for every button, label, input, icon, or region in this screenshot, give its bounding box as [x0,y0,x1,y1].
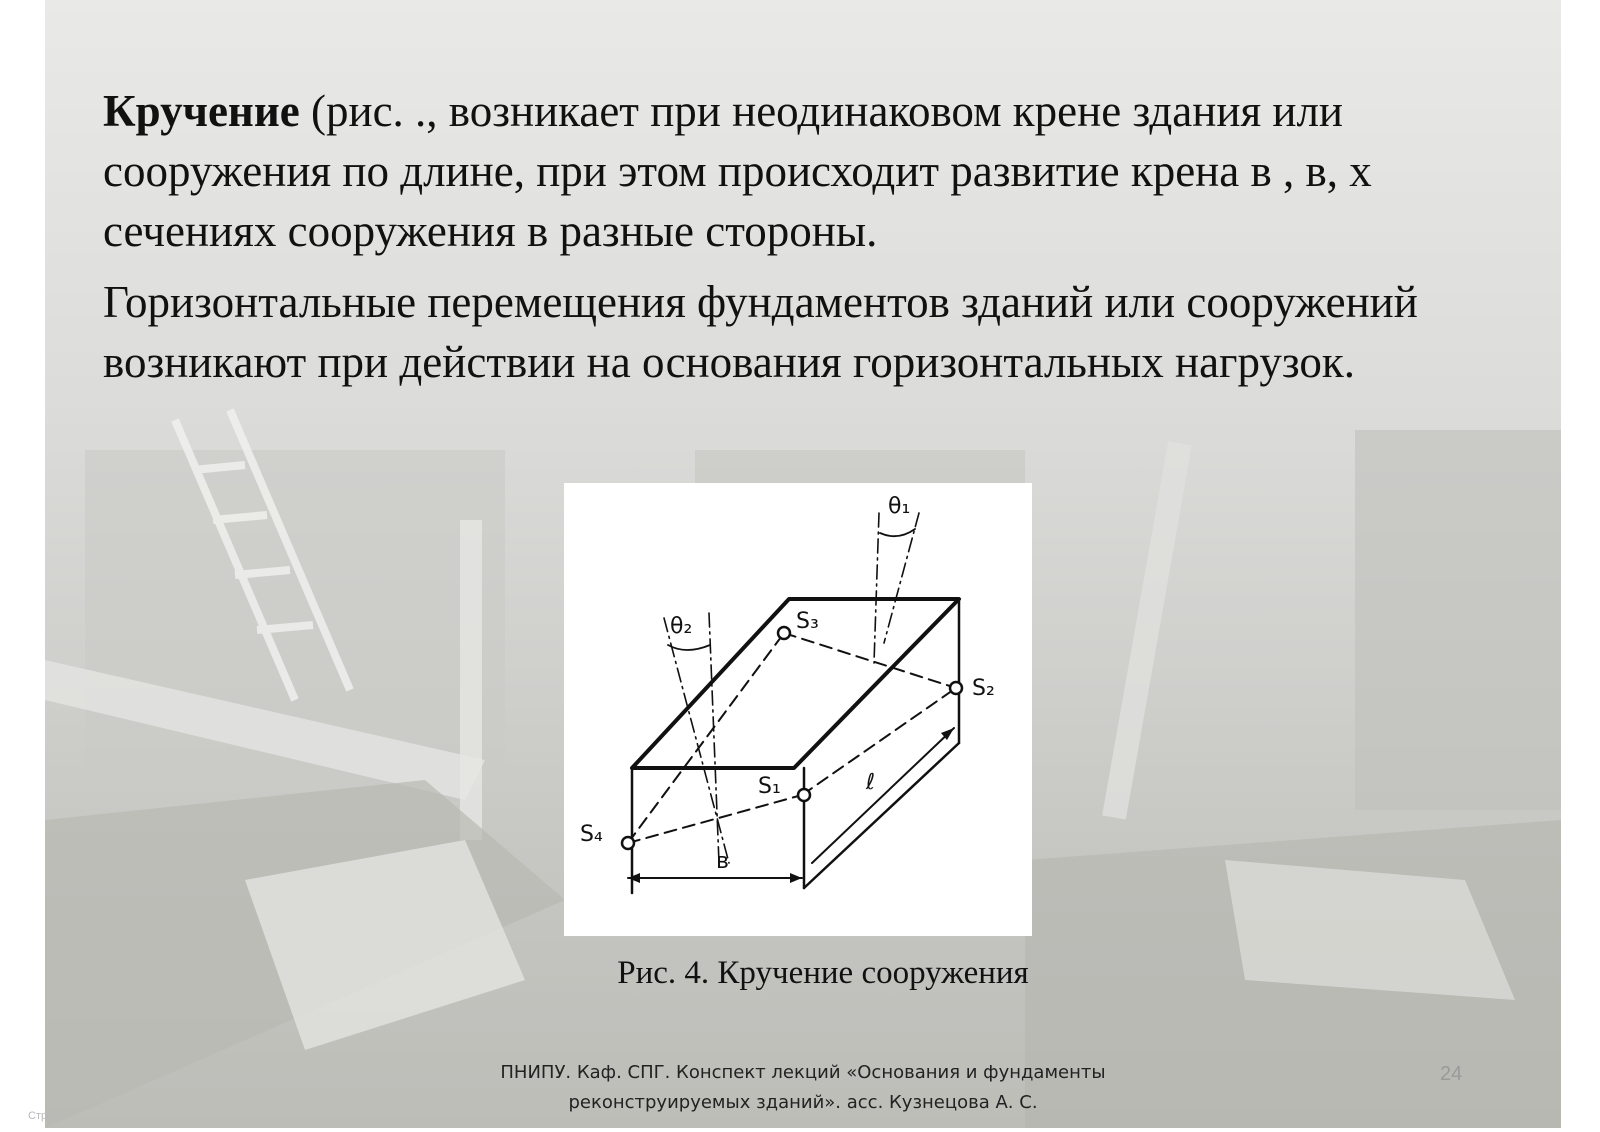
footer-line-2: реконструируемых зданий». асс. Кузнецова А. С. [568,1092,1038,1113]
torsion-diagram-drawing [564,483,1032,936]
figure-caption-wrap [45,955,1561,992]
torsion-diagram [564,483,1032,936]
slide [45,0,1561,1128]
torsion-description: (рис. ., возникает при неодинаковом крене здания или сооружения по длине, при этом происходит развитие крена в , в, х сечениях сооружения в разные стороны. [103,86,1372,256]
length-label: ℓ [866,770,876,795]
horizontal-displacement-paragraph: Горизонтальные перемещения фундаментов зданий или сооружений возникают при действии на основания горизонтальных нагрузок. [103,277,1418,387]
figure-caption: Рис. 4. Кручение сооружения [617,955,1029,991]
torsion-term: Кручение [103,86,300,136]
width-label: в [716,849,729,874]
s2-label: S₂ [972,676,995,701]
theta2-label: θ₂ [670,614,693,639]
footer [45,1058,1561,1118]
s1-label: S₁ [758,774,781,799]
footer-line-1: ПНИПУ. Каф. СПГ. Конспект лекций «Основания и фундаменты [500,1062,1106,1083]
s4-label: S₄ [580,822,603,847]
page-number: 24 [1440,1063,1463,1085]
s3-label: S₃ [796,609,819,634]
page-label: Стр. 24 [28,1110,66,1122]
torsion-paragraph [103,81,1533,261]
theta1-label: θ₁ [888,494,911,519]
